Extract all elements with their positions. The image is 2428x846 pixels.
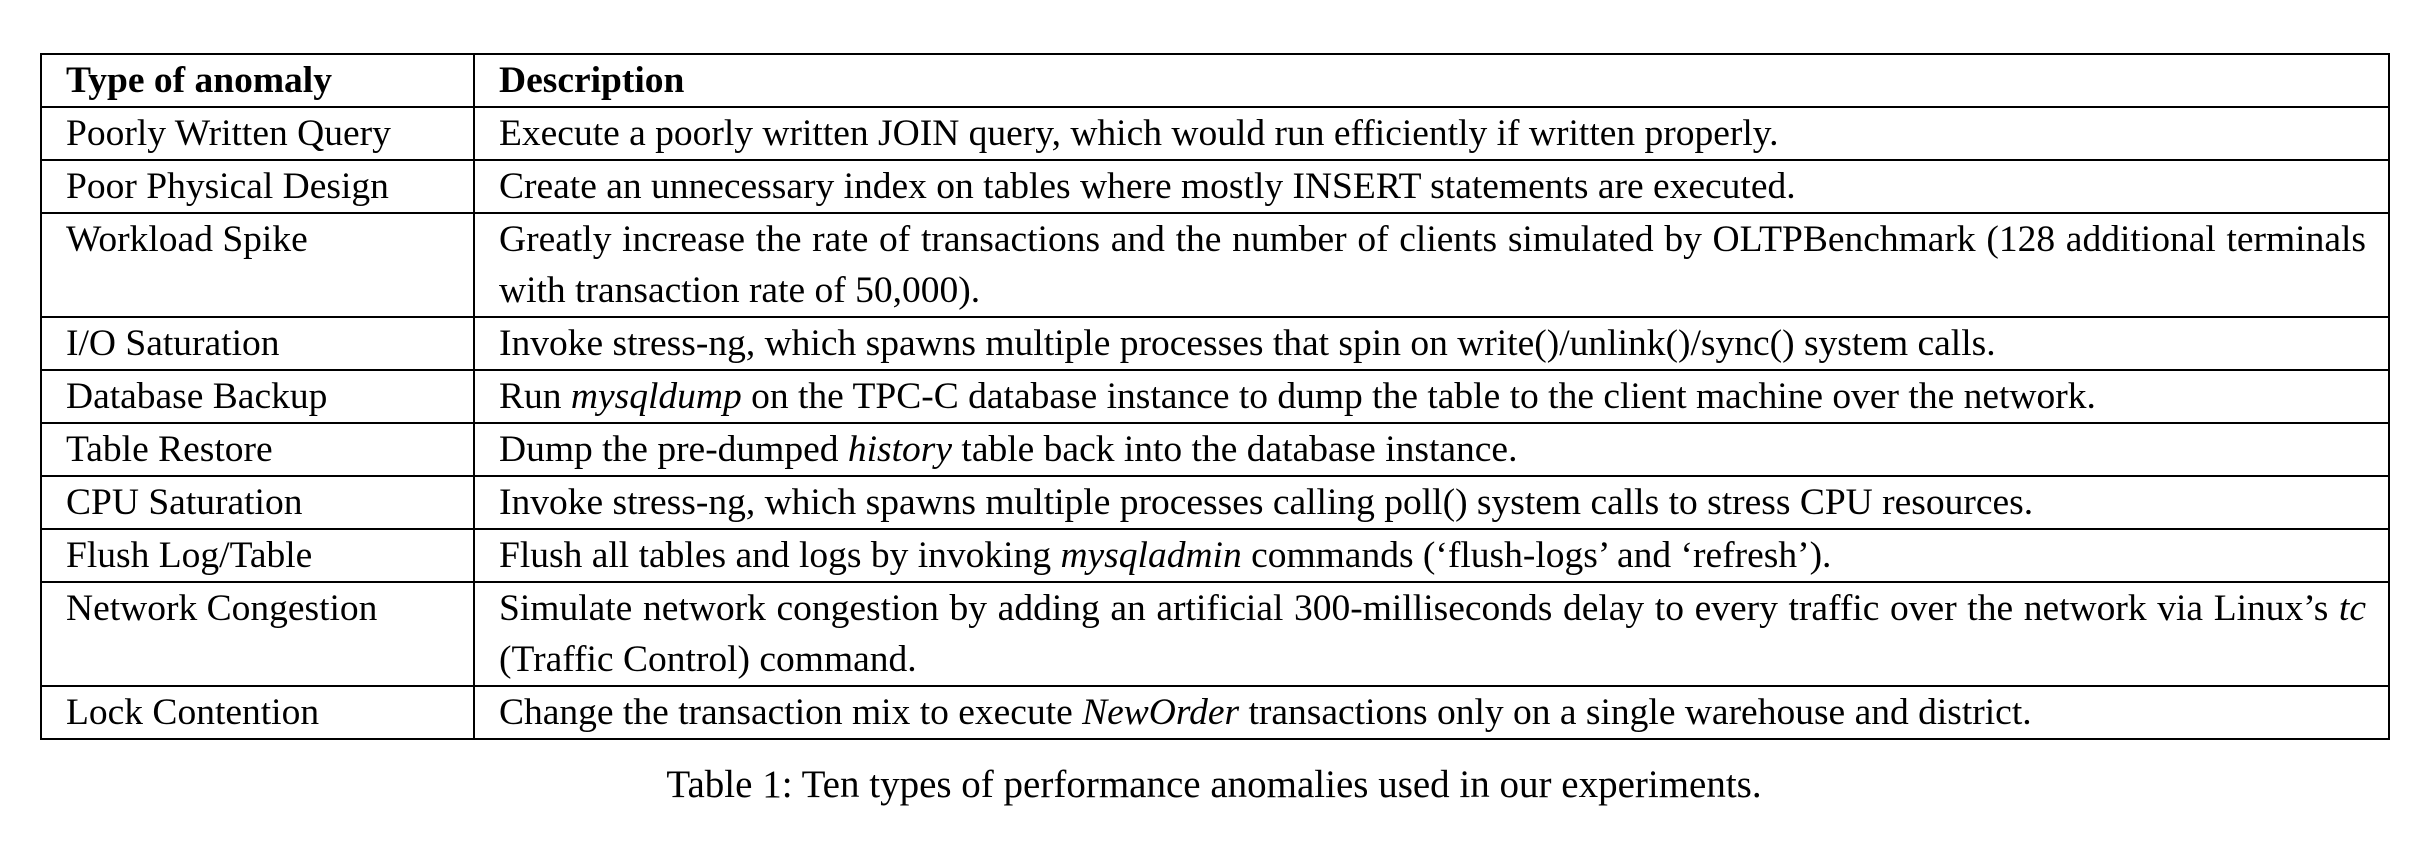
description-text: transactions only on a single warehouse and district. <box>1239 692 2032 733</box>
table-row <box>41 370 2389 423</box>
anomaly-type-cell: Table Restore <box>41 423 474 476</box>
anomaly-type-cell: Database Backup <box>41 370 474 423</box>
description-cell <box>474 423 2389 476</box>
description-text: Simulate network congestion by adding an artificial 300-milliseconds delay to every traffic over the network via Linux’s <box>499 588 2339 629</box>
anomaly-table-container <box>40 53 2388 740</box>
anomaly-type-cell: I/O Saturation <box>41 317 474 370</box>
description-text: Invoke stress-ng, which spawns multiple processes that spin on write()/unlink()/sync() system calls. <box>499 323 1996 364</box>
table-row <box>41 317 2389 370</box>
description-text: Flush all tables and logs by invoking <box>499 535 1061 576</box>
description-cell <box>474 582 2389 686</box>
table-caption: Table 1: Ten types of performance anomalies used in our experiments. <box>666 763 1762 806</box>
description-cell <box>474 370 2389 423</box>
anomaly-type-cell: Flush Log/Table <box>41 529 474 582</box>
header-description: Description <box>474 54 2389 107</box>
description-italic-term: tc <box>2338 588 2366 629</box>
table-row <box>41 476 2389 529</box>
table-row <box>41 529 2389 582</box>
description-italic-term: mysqladmin <box>1060 535 1242 576</box>
anomaly-type-cell: Poorly Written Query <box>41 107 474 160</box>
description-text: Greatly increase the rate of transactions and the number of clients simulated by OLTPBenchmark (128 additional terminals with transaction rate of 50,000). <box>499 219 2366 311</box>
description-cell <box>474 476 2389 529</box>
description-italic-term: history <box>847 429 953 470</box>
table-row <box>41 582 2389 686</box>
description-text: on the TPC-C database instance to dump the table to the client machine over the network. <box>741 376 2096 417</box>
table-header-row <box>41 54 2389 107</box>
description-text: (Traffic Control) command. <box>499 639 917 680</box>
description-italic-term: NewOrder <box>1082 692 1240 733</box>
anomaly-type-cell: Poor Physical Design <box>41 160 474 213</box>
description-text: Invoke stress-ng, which spawns multiple processes calling poll() system calls to stress CPU resources. <box>499 482 2034 523</box>
header-type-of-anomaly: Type of anomaly <box>41 54 474 107</box>
anomaly-table <box>40 53 2390 740</box>
description-text: Change the transaction mix to execute <box>499 692 1083 733</box>
anomaly-type-cell: Workload Spike <box>41 213 474 317</box>
table-row <box>41 423 2389 476</box>
description-text: Dump the pre-dumped <box>499 429 848 470</box>
description-cell <box>474 213 2389 317</box>
description-cell <box>474 317 2389 370</box>
description-text: commands (‘flush-logs’ and ‘refresh’). <box>1241 535 1832 576</box>
anomaly-type-cell: Lock Contention <box>41 686 474 739</box>
table-row <box>41 107 2389 160</box>
description-cell <box>474 160 2389 213</box>
description-text: Run <box>499 376 571 417</box>
description-cell <box>474 107 2389 160</box>
anomaly-type-cell: CPU Saturation <box>41 476 474 529</box>
table-body <box>41 107 2389 739</box>
description-cell <box>474 529 2389 582</box>
table-row <box>41 213 2389 317</box>
table-row <box>41 686 2389 739</box>
description-text: Create an unnecessary index on tables where mostly INSERT statements are executed. <box>499 166 1796 207</box>
description-cell <box>474 686 2389 739</box>
anomaly-type-cell: Network Congestion <box>41 582 474 686</box>
description-text: Execute a poorly written JOIN query, which would run efficiently if written properly. <box>499 113 1779 154</box>
table-row <box>41 160 2389 213</box>
description-text: table back into the database instance. <box>952 429 1518 470</box>
description-italic-term: mysqldump <box>570 376 742 417</box>
